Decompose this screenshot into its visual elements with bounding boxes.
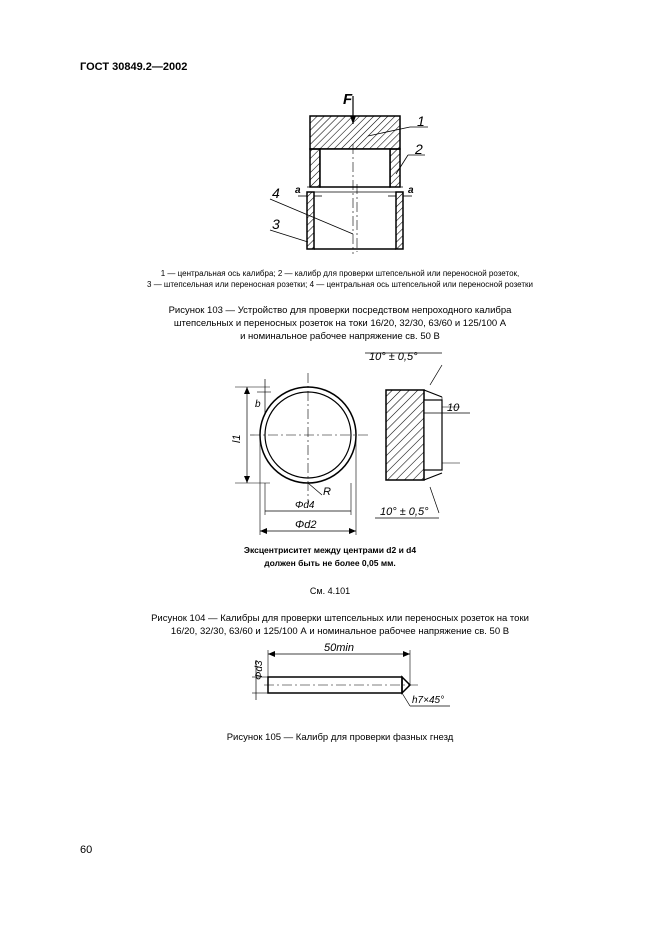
figure-103-caption <box>40 304 640 343</box>
gauge-front-view <box>231 373 370 535</box>
dim-d4-label: Φd4 <box>295 500 315 511</box>
gap-label-left: a <box>295 185 301 196</box>
caption-line: Рисунок 103 — Устройство для проверки посредством непроходного калибра <box>168 305 512 316</box>
legend-line-2: 3 — штепсельная или переносная розетки; 4 — центральная ось штепсельной или переносной розетки <box>147 280 533 289</box>
document-header: ГОСТ 30849.2—2002 <box>80 61 188 73</box>
figure-104-drawing <box>225 345 485 540</box>
figure-103-svg <box>250 84 450 259</box>
length-label: 50min <box>324 642 354 654</box>
caption-line: штепсельных и переносных розеток на токи 16/20, 32/30, 63/60 и 125/100 А <box>173 318 507 329</box>
radius-label: R <box>323 486 331 498</box>
depth-label: 10 <box>447 402 460 414</box>
dim-l1-label: l1 <box>231 434 243 443</box>
note-line: должен быть не более 0,05 мм. <box>264 558 396 568</box>
figure-103-legend <box>60 268 620 290</box>
page-number: 60 <box>80 844 93 856</box>
note-line: Эксцентриситет между центрами d2 и d4 <box>243 545 417 555</box>
label-3: 3 <box>272 216 280 232</box>
eccentricity-note <box>200 544 460 570</box>
figure-105-caption: Рисунок 105 — Калибр для проверки фазных гнезд <box>226 732 454 743</box>
gauge-body <box>310 116 400 187</box>
dim-b-label: b <box>255 399 261 410</box>
chamfer-label: h7×45° <box>412 695 445 706</box>
dim-d2-label: Φd2 <box>295 519 317 531</box>
label-1: 1 <box>417 113 425 129</box>
figure-105-drawing <box>240 640 450 718</box>
caption-line: и номинальное рабочее напряжение св. 50 В <box>240 331 440 342</box>
legend-line-1: 1 — центральная ось калибра; 2 — калибр для проверки штепсельной или переносной розеток, <box>160 269 520 278</box>
figure-104-caption <box>40 612 640 638</box>
caption-line: Рисунок 104 — Калибры для проверки штепсельных или переносных розеток на токи <box>151 613 529 624</box>
angle-bottom-label: 10° ± 0,5° <box>380 506 429 518</box>
figure-103-drawing <box>250 84 450 259</box>
figure-104-svg <box>225 345 485 540</box>
gauge-side-section <box>365 351 470 518</box>
label-4: 4 <box>272 185 280 201</box>
diameter-label: Φd3 <box>254 660 265 680</box>
gap-label-right: a <box>408 185 414 196</box>
figure-105-svg <box>240 640 450 718</box>
cross-reference: См. 4.101 <box>309 586 351 596</box>
angle-top-label: 10° ± 0,5° <box>369 351 418 363</box>
label-2: 2 <box>415 141 423 157</box>
caption-line: 16/20, 32/30, 63/60 и 125/100 А и номинальное рабочее напряжение св. 50 В <box>170 626 510 637</box>
pin-gauge <box>252 642 450 706</box>
force-label: F <box>343 91 353 108</box>
